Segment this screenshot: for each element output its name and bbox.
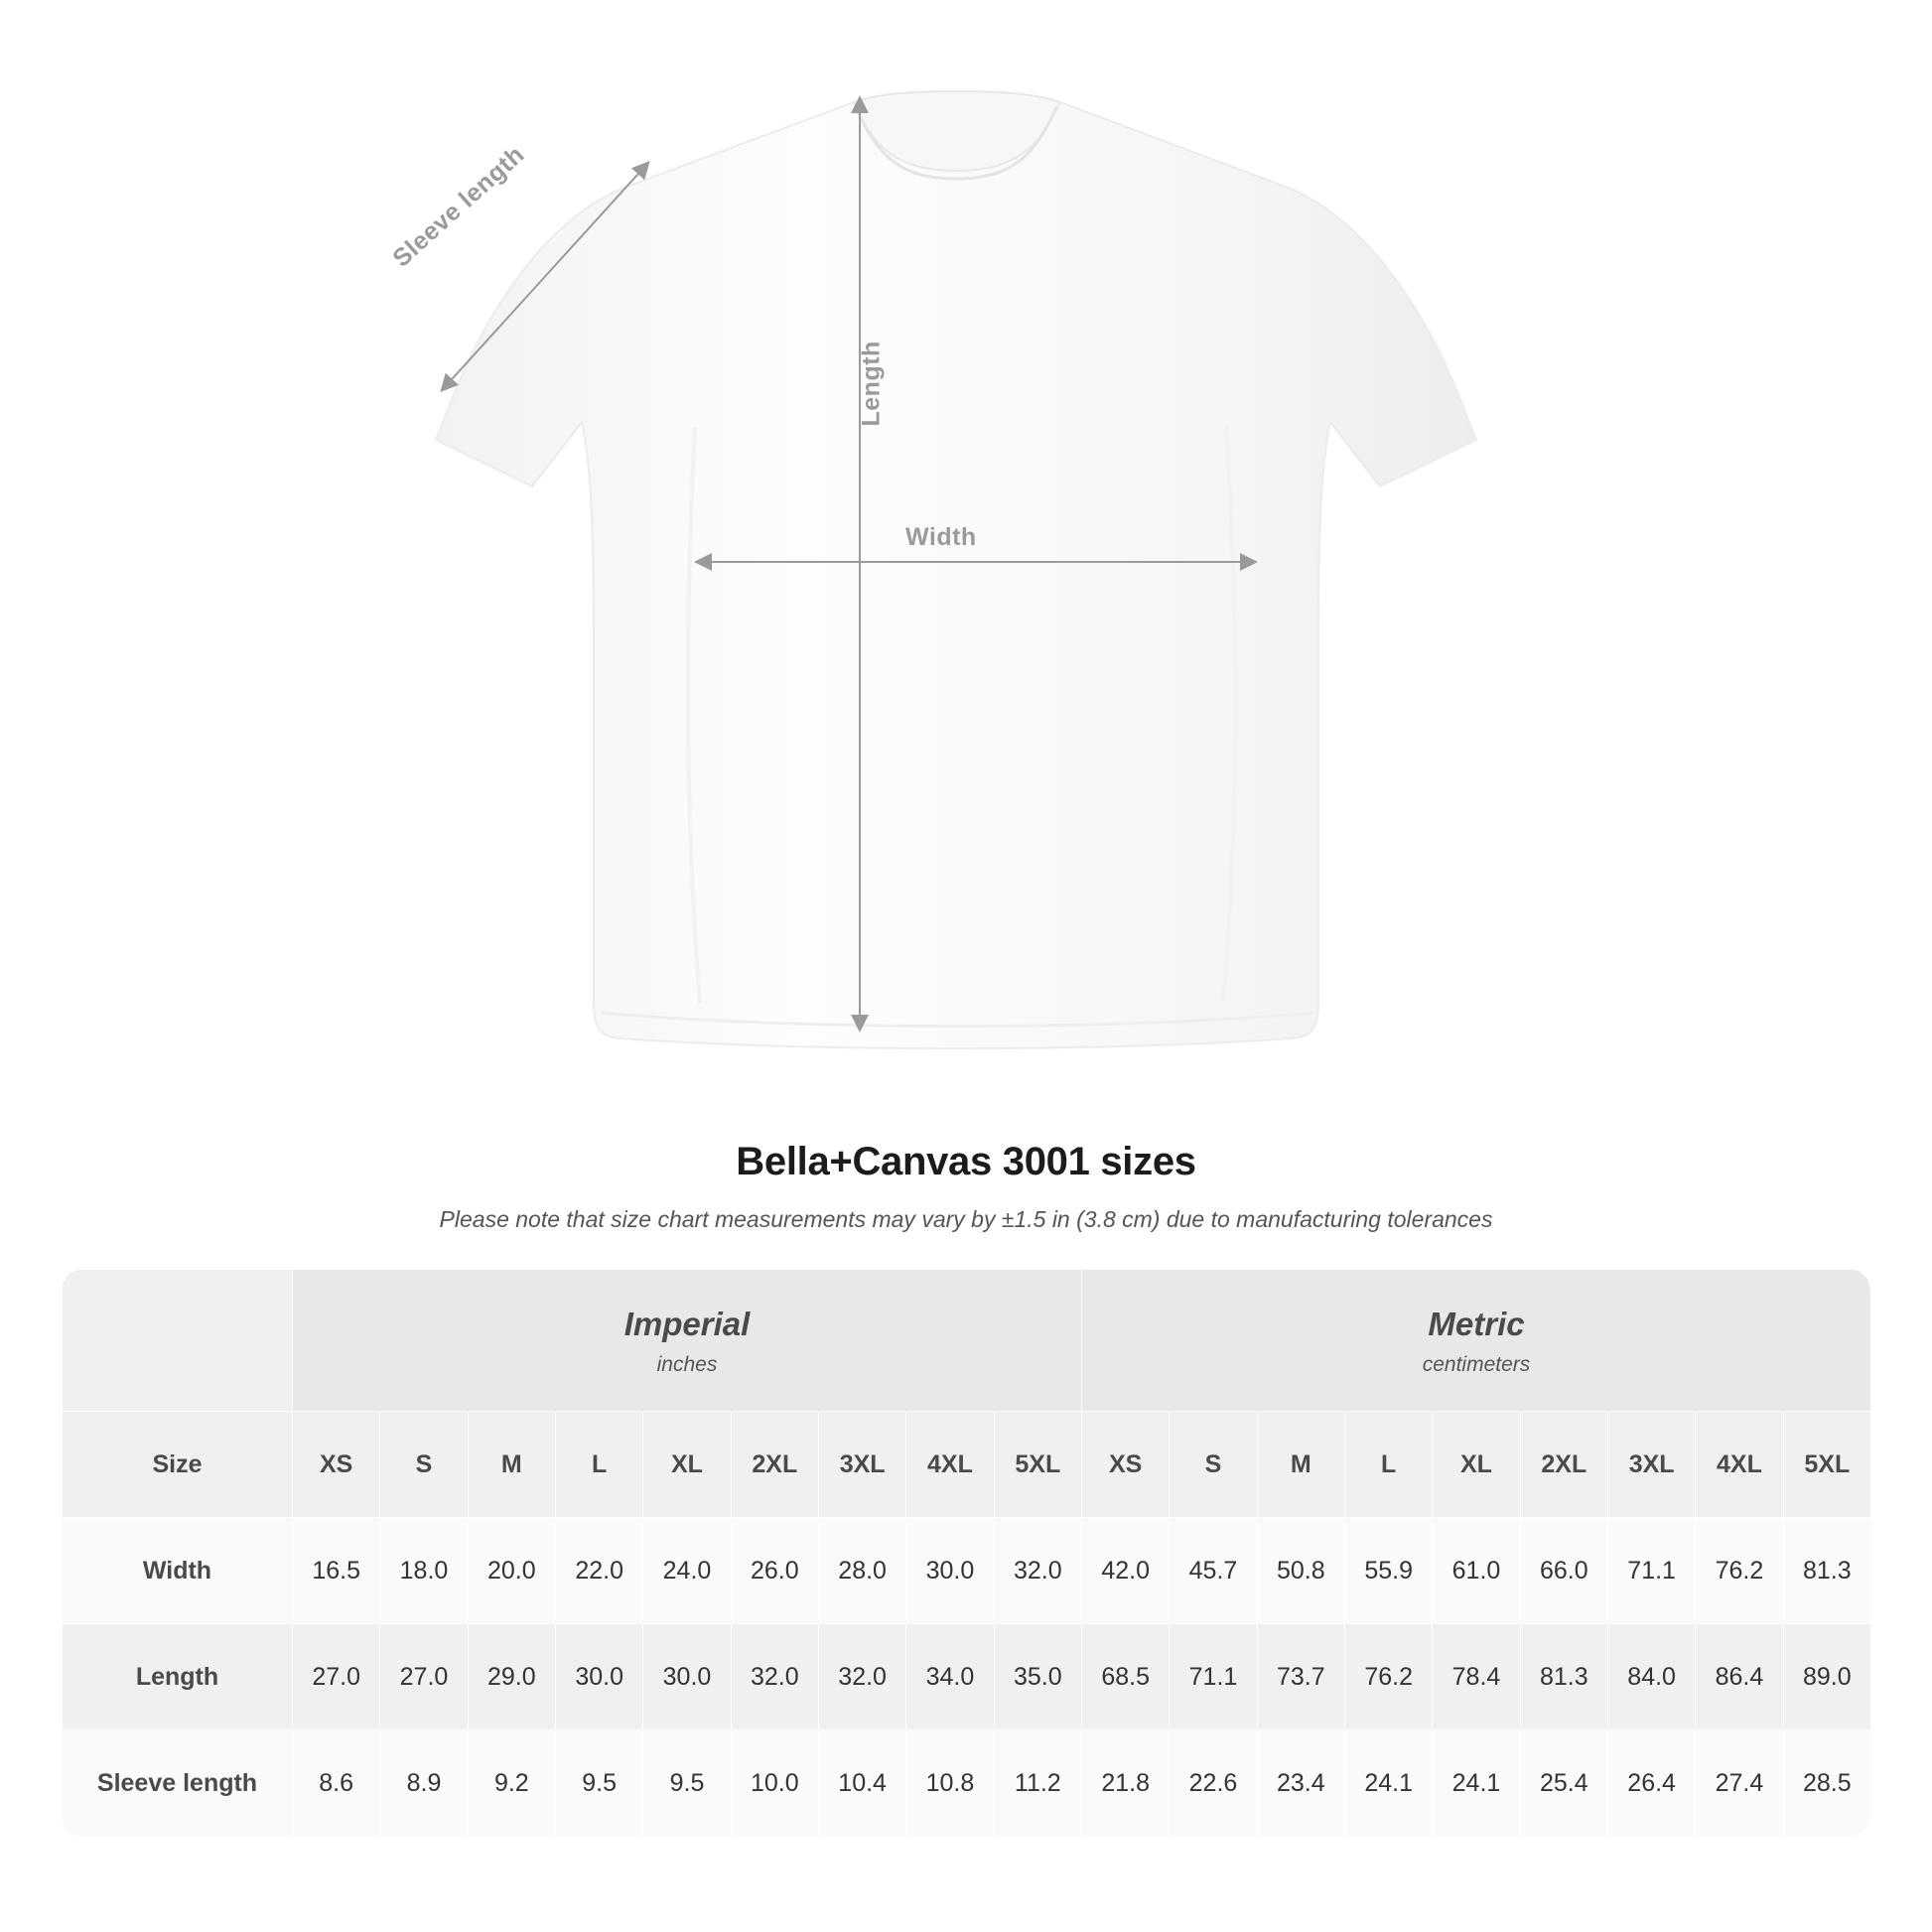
table-cell: 50.8	[1257, 1518, 1344, 1624]
table-cell: 76.2	[1344, 1624, 1432, 1730]
table-cell: 32.0	[994, 1518, 1081, 1624]
unit-measure-imperial: inches	[656, 1352, 718, 1376]
table-cell: 8.6	[293, 1730, 380, 1837]
size-column-header: M	[1257, 1412, 1344, 1518]
table-cell: 30.0	[906, 1518, 994, 1624]
width-label: Width	[905, 523, 977, 551]
table-cell: 28.5	[1783, 1730, 1870, 1837]
length-label: Length	[857, 341, 886, 427]
table-cell: 20.0	[468, 1518, 555, 1624]
table-cell: 10.0	[731, 1730, 818, 1837]
table-row	[63, 1624, 1871, 1730]
unit-measure-metric: centimeters	[1422, 1352, 1531, 1376]
table-cell: 73.7	[1257, 1624, 1344, 1730]
table-cell: 27.0	[293, 1624, 380, 1730]
size-table-wrapper	[62, 1269, 1870, 1837]
table-cell: 27.0	[380, 1624, 468, 1730]
table-cell: 42.0	[1082, 1518, 1170, 1624]
table-cell: 9.2	[468, 1730, 555, 1837]
size-column-header: L	[555, 1412, 642, 1518]
size-table	[62, 1269, 1870, 1837]
table-cell: 26.0	[731, 1518, 818, 1624]
table-row	[63, 1730, 1871, 1837]
table-cell: 34.0	[906, 1624, 994, 1730]
size-column-header: 5XL	[1783, 1412, 1870, 1518]
table-cell: 68.5	[1082, 1624, 1170, 1730]
size-header-row	[63, 1412, 1871, 1518]
table-cell: 10.4	[818, 1730, 905, 1837]
size-column-header: S	[380, 1412, 468, 1518]
size-column-header: 2XL	[731, 1412, 818, 1518]
unit-header-metric	[1082, 1270, 1871, 1412]
unit-header-imperial	[293, 1270, 1082, 1412]
row-label: Length	[63, 1624, 293, 1730]
size-column-header: XS	[293, 1412, 380, 1518]
size-column-header: S	[1170, 1412, 1257, 1518]
size-column-header: 3XL	[818, 1412, 905, 1518]
table-cell: 76.2	[1696, 1518, 1783, 1624]
table-cell: 84.0	[1607, 1624, 1695, 1730]
table-cell: 71.1	[1170, 1624, 1257, 1730]
table-cell: 35.0	[994, 1624, 1081, 1730]
table-cell: 71.1	[1607, 1518, 1695, 1624]
page-title: Bella+Canvas 3001 sizes	[736, 1140, 1196, 1183]
table-cell: 22.0	[555, 1518, 642, 1624]
table-cell: 32.0	[731, 1624, 818, 1730]
table-cell: 30.0	[643, 1624, 731, 1730]
table-cell: 81.3	[1520, 1624, 1607, 1730]
table-cell: 55.9	[1344, 1518, 1432, 1624]
table-cell: 25.4	[1520, 1730, 1607, 1837]
table-cell: 21.8	[1082, 1730, 1170, 1837]
table-cell: 9.5	[555, 1730, 642, 1837]
table-cell: 45.7	[1170, 1518, 1257, 1624]
table-row	[63, 1518, 1871, 1624]
table-cell: 61.0	[1433, 1518, 1520, 1624]
size-column-header: 3XL	[1607, 1412, 1695, 1518]
table-cell: 89.0	[1783, 1624, 1870, 1730]
size-column-header: 2XL	[1520, 1412, 1607, 1518]
table-cell: 28.0	[818, 1518, 905, 1624]
table-cell: 81.3	[1783, 1518, 1870, 1624]
row-label: Width	[63, 1518, 293, 1624]
table-cell: 10.8	[906, 1730, 994, 1837]
unit-system-metric: Metric	[1428, 1306, 1525, 1343]
size-column-header: 4XL	[1696, 1412, 1783, 1518]
table-cell: 30.0	[555, 1624, 642, 1730]
row-label: Sleeve length	[63, 1730, 293, 1837]
table-cell: 78.4	[1433, 1624, 1520, 1730]
table-cell: 16.5	[293, 1518, 380, 1624]
table-cell: 24.1	[1433, 1730, 1520, 1837]
size-column-header: 5XL	[994, 1412, 1081, 1518]
table-cell: 66.0	[1520, 1518, 1607, 1624]
size-table-body	[63, 1518, 1871, 1837]
unit-header-corner	[63, 1270, 293, 1412]
table-cell: 32.0	[818, 1624, 905, 1730]
table-cell: 9.5	[643, 1730, 731, 1837]
table-cell: 26.4	[1607, 1730, 1695, 1837]
table-cell: 27.4	[1696, 1730, 1783, 1837]
table-cell: 22.6	[1170, 1730, 1257, 1837]
table-cell: 86.4	[1696, 1624, 1783, 1730]
size-row-header: Size	[63, 1412, 293, 1518]
table-cell: 24.0	[643, 1518, 731, 1624]
size-column-header: XS	[1082, 1412, 1170, 1518]
table-cell: 24.1	[1344, 1730, 1432, 1837]
tshirt-shape	[436, 91, 1476, 1048]
size-column-header: 4XL	[906, 1412, 994, 1518]
sleeve-length-label: Sleeve length	[387, 140, 530, 273]
table-cell: 11.2	[994, 1730, 1081, 1837]
size-column-header: XL	[1433, 1412, 1520, 1518]
size-column-header: XL	[643, 1412, 731, 1518]
table-cell: 29.0	[468, 1624, 555, 1730]
size-column-header: M	[468, 1412, 555, 1518]
table-cell: 18.0	[380, 1518, 468, 1624]
tolerance-note: Please note that size chart measurements may vary by ±1.5 in (3.8 cm) due to manufacturing tolerances	[439, 1206, 1493, 1232]
unit-system-imperial: Imperial	[623, 1306, 751, 1343]
table-cell: 8.9	[380, 1730, 468, 1837]
unit-header-row	[63, 1270, 1871, 1412]
title-block	[0, 1140, 1932, 1233]
size-column-header: L	[1344, 1412, 1432, 1518]
table-cell: 23.4	[1257, 1730, 1344, 1837]
